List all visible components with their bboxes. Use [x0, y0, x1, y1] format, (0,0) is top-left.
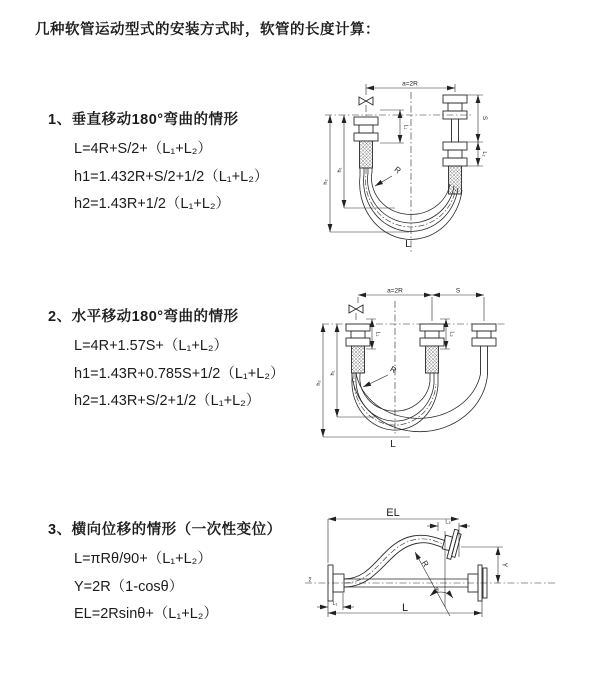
dim-label-r: R: [388, 364, 399, 376]
valve-icon: [349, 305, 363, 313]
dim-label-l1: L₁: [374, 331, 381, 337]
braid-section: [352, 346, 365, 373]
dim-label-l1: L₁: [332, 601, 338, 607]
dim-label-l1: L₁: [402, 124, 409, 130]
section-2-formulas: [74, 333, 284, 416]
formula-line: h2=1.43R+S/2+1/2（L₁+L₂）: [74, 393, 261, 409]
tilted-flange-displaced-position: [440, 528, 462, 561]
radius-leader: [363, 375, 388, 387]
axis-mark-z: z: [308, 577, 312, 584]
diagram-vertical-180-bend: [300, 70, 590, 265]
dim-label-h2: h₂: [316, 380, 322, 386]
hose-loops: [352, 373, 488, 432]
section-3-heading: 3、横向位移的情形（一次性变位）: [48, 522, 282, 538]
diagram-horizontal-180-bend: [300, 275, 590, 465]
dim-label-l: L: [401, 602, 409, 614]
dimension-lines: [323, 295, 484, 437]
dim-label-l2: L₂: [445, 519, 451, 526]
dim-label-s: S: [481, 115, 487, 121]
radius-leader: [375, 176, 392, 186]
angle-arc: [430, 592, 453, 598]
dim-label-s: S: [455, 287, 461, 295]
formula-line: h1=1.43R+0.785S+1/2（L₁+L₂）: [74, 365, 285, 382]
middle-leg-fitting: [420, 324, 444, 373]
section-3-formulas: [74, 546, 282, 629]
centerlines: [322, 301, 505, 435]
diagram-lateral-displacement: [295, 495, 600, 665]
braid-section: [360, 141, 373, 168]
dimension-lines: [317, 519, 503, 617]
dim-label-h1: h₁: [330, 370, 336, 376]
dim-label-l2: L₂: [448, 331, 455, 337]
section-1-heading: 1、垂直移动180°弯曲的情形: [48, 112, 239, 128]
braid-section: [449, 166, 462, 194]
dim-label-r: R: [392, 164, 403, 176]
section-3: [48, 518, 282, 629]
formula-line: h2=1.43R+1/2（L₁+L₂）: [74, 196, 231, 212]
section-1: [48, 108, 268, 219]
dim-label-h2: h₂: [323, 179, 329, 185]
dim-label-h1: h₁: [337, 167, 343, 173]
dim-label-l: L: [405, 239, 411, 250]
displaced-leg-fitting: [472, 324, 496, 375]
dim-label-el: EL: [386, 507, 400, 519]
angle-label-theta: θ: [435, 588, 439, 594]
formula-line: L=4R+1.57S+（L₁+L₂）: [74, 338, 229, 354]
dim-label-a2r: a=2R: [387, 287, 403, 295]
valve-icon: [359, 97, 373, 105]
formula-line: EL=2Rsinθ+（L₁+L₂）: [74, 606, 218, 622]
dim-label-r: R: [419, 558, 431, 569]
right-leg-fitting: [443, 95, 467, 194]
braid-section: [426, 346, 439, 373]
formula-line: h1=1.432R+S/2+1/2（L₁+L₂）: [74, 168, 269, 185]
formula-line: Y=2R（1-cosθ）: [74, 578, 184, 595]
left-leg-fitting: [354, 117, 378, 168]
formula-line: L=πRθ/90+（L₁+L₂）: [74, 551, 212, 567]
formula-line: L=4R+S/2+（L₁+L₂）: [74, 141, 212, 157]
dim-label-l: L: [390, 439, 396, 450]
left-leg-fitting: [346, 324, 370, 373]
section-2-heading: 2、水平移动180°弯曲的情形: [48, 309, 239, 325]
section-2: [48, 305, 284, 416]
section-1-formulas: [74, 136, 268, 219]
dim-label-l2: L₂: [481, 151, 487, 157]
dim-label-y: Y: [500, 562, 508, 568]
dim-label-a2r: a=2R: [402, 80, 418, 88]
page-title: 几种软管运动型式的安装方式时，软管的长度计算：: [35, 22, 380, 38]
